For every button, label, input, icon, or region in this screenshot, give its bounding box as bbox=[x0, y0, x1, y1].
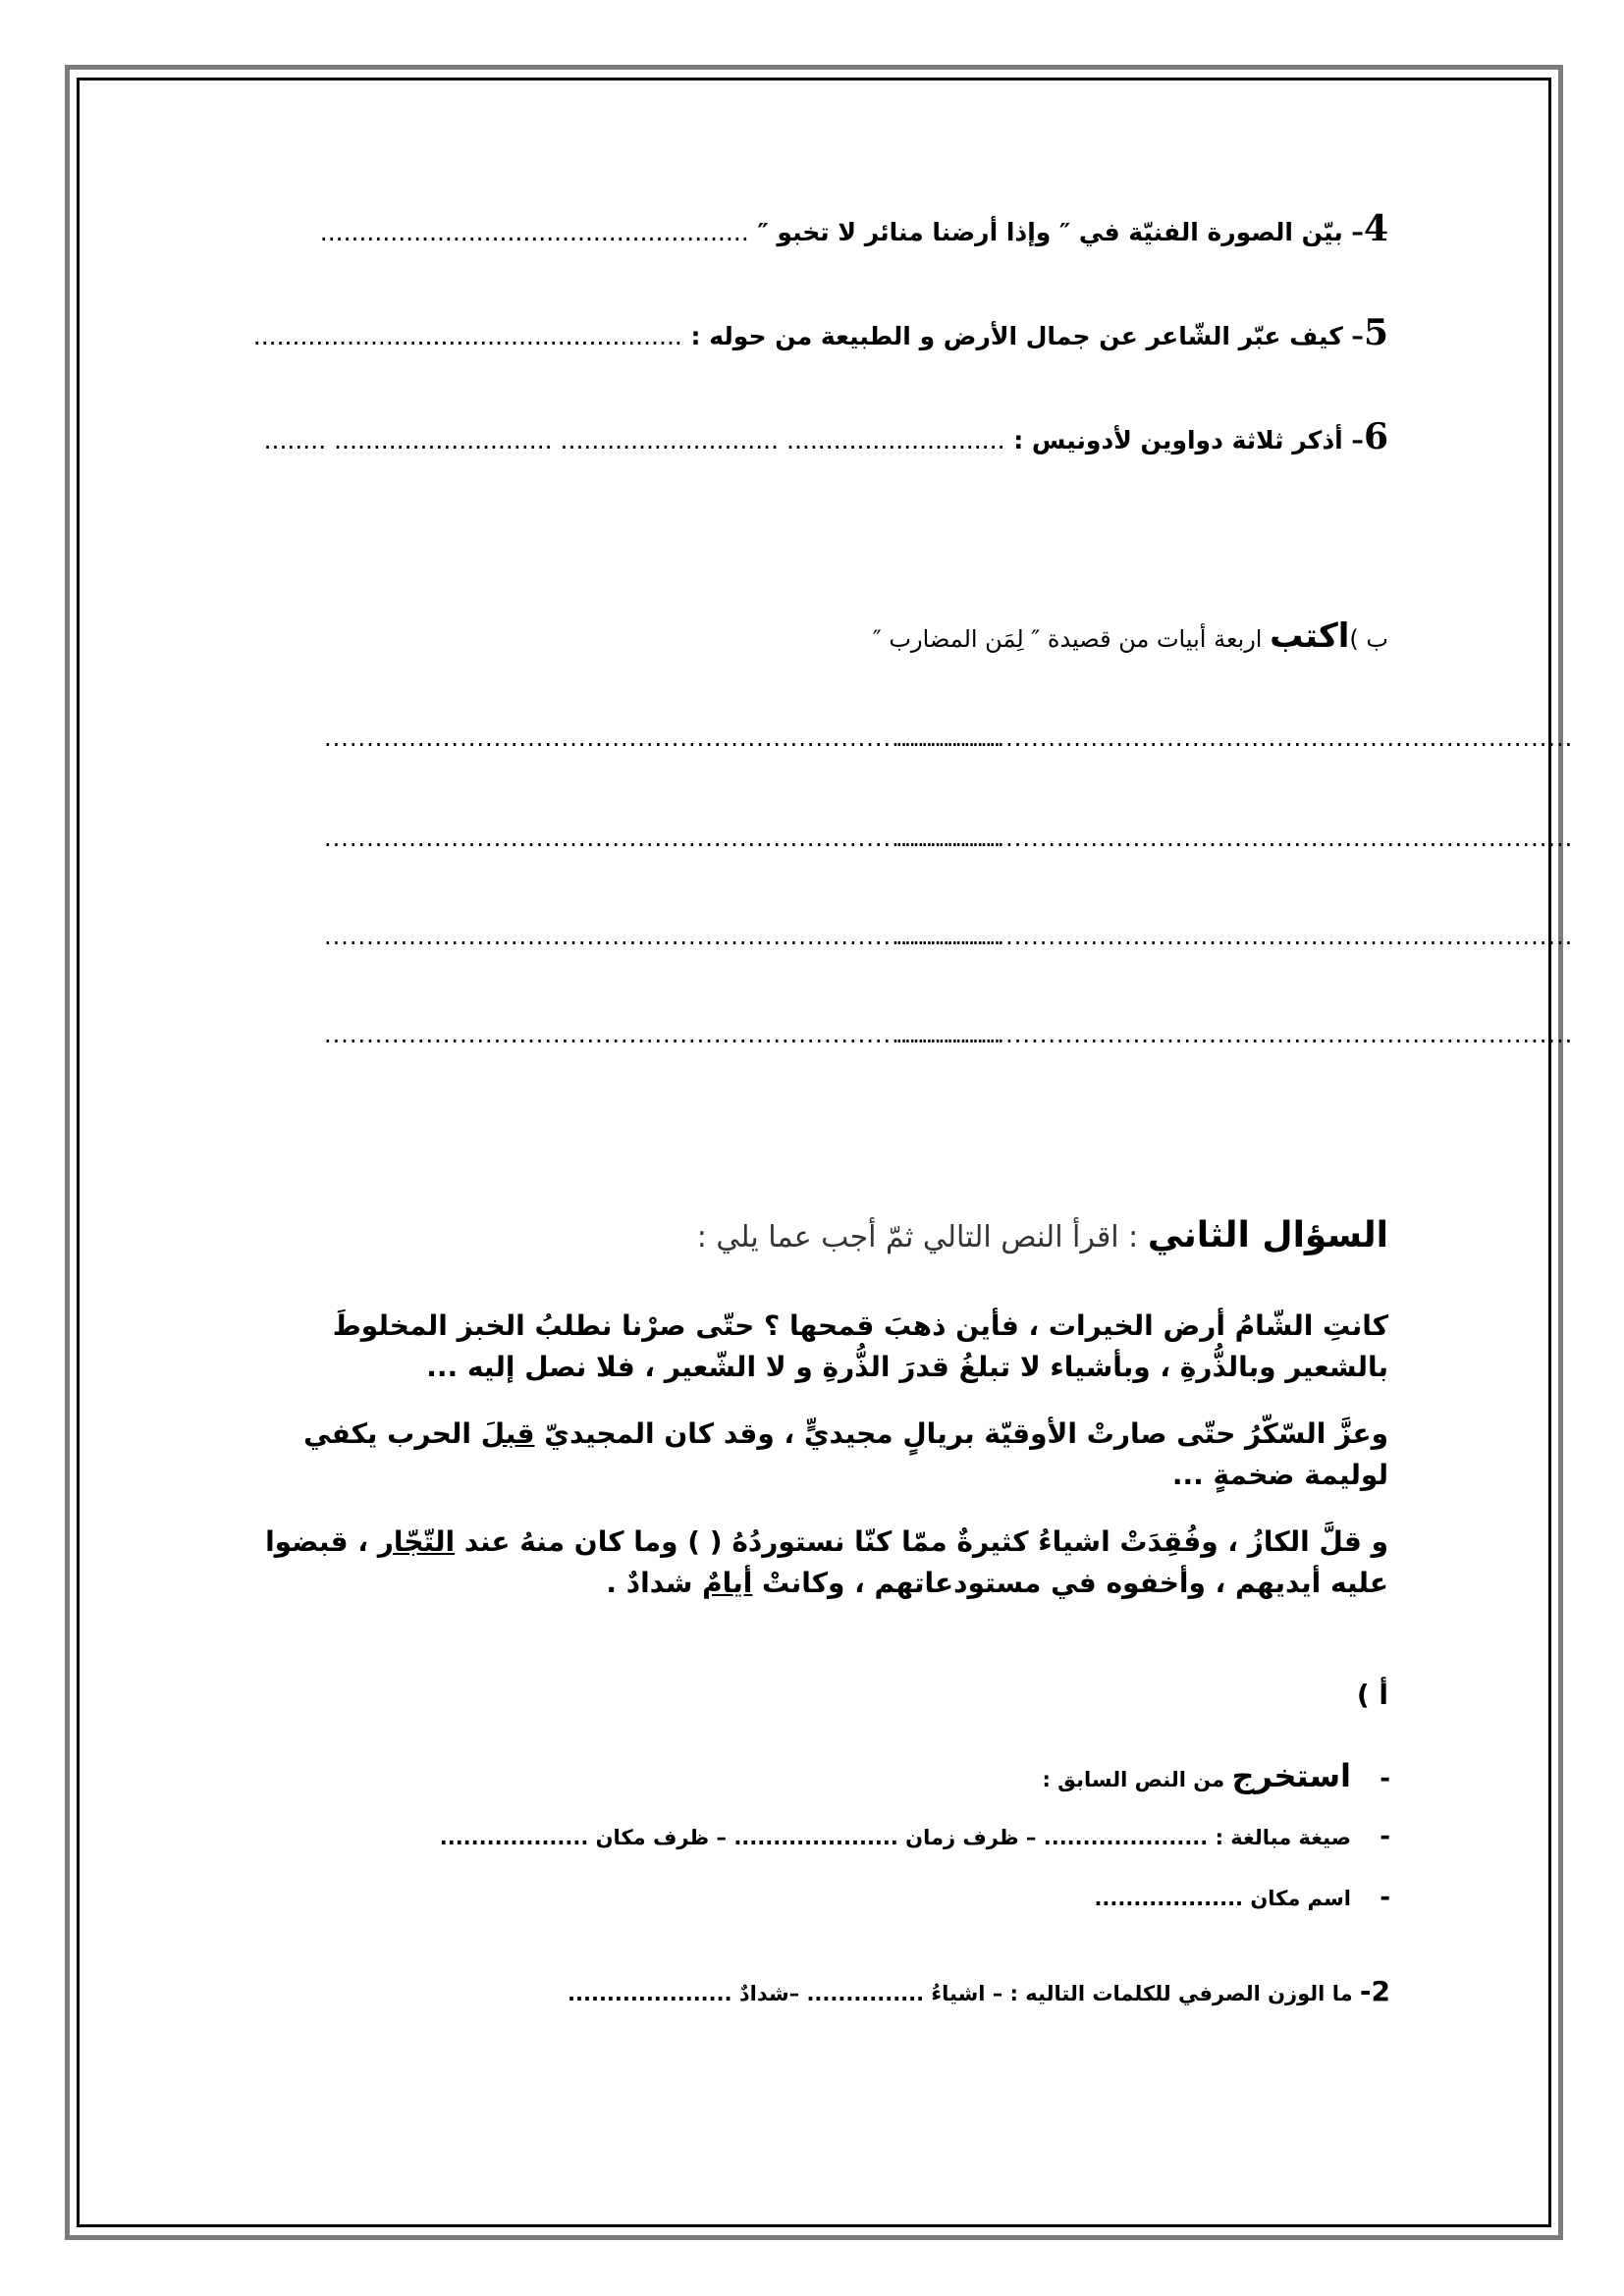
bullet-dash: - bbox=[1380, 1764, 1390, 1793]
underlined-word: أيامٌ bbox=[702, 1567, 753, 1599]
underlined-word: التّجّار bbox=[377, 1525, 456, 1558]
underlined-word: قبلَ bbox=[480, 1417, 535, 1450]
verse-line-left: ................................................................................ bbox=[324, 825, 1002, 852]
passage-text: و قلَّ الكازُ ، وفُقِدَتْ اشياءُ كثيرةٌ ممّا كنّا نستوردُهُ ( ) وما كان منهُ عند bbox=[455, 1525, 1388, 1558]
section-b-text: اربعة أبيات من قصيدة ″ لِمَن المضارب ″ bbox=[872, 625, 1271, 653]
question-2-title bbox=[697, 1215, 1388, 1255]
question-2-label: السؤال الثاني bbox=[1147, 1215, 1388, 1255]
verse-line-right: ................................................................................ bbox=[895, 923, 1574, 950]
question-4 bbox=[320, 208, 1388, 249]
passage-text: شدادٌ . bbox=[606, 1567, 703, 1599]
passage-text: ، قبضوا عليه أيديهم ، وأخفوه في مستودعاتهم ، وكانتْ bbox=[265, 1525, 1388, 1599]
section-b-prefix: ب ) bbox=[1349, 625, 1388, 653]
item-text: اسم مكان ................... bbox=[1094, 1887, 1351, 1910]
answer-dots: ....................................................... bbox=[252, 322, 682, 350]
question-number: 4 bbox=[1363, 208, 1388, 249]
reading-passage bbox=[230, 1306, 1388, 1629]
passage-paragraph-2 bbox=[230, 1414, 1388, 1496]
verse-line-right: ................................................................................ bbox=[895, 724, 1574, 752]
question-text: – أذكر ثلاثة دواوين لأدونيس : bbox=[1004, 426, 1364, 454]
q2-item-2 bbox=[568, 1975, 1390, 2007]
item-text: من النص السابق : bbox=[1042, 1768, 1232, 1791]
part-a-item-3 bbox=[1094, 1883, 1390, 1912]
question-text: – كيف عبّر الشّاعر عن جمال الأرض و الطبيعة من حوله : bbox=[681, 322, 1364, 350]
question-number: 6 bbox=[1363, 416, 1388, 457]
question-number: 5 bbox=[1363, 312, 1388, 353]
section-b-heading bbox=[873, 616, 1388, 656]
extract-verb: استخرج bbox=[1231, 1757, 1351, 1794]
item-text: ما الوزن الصرفي للكلمات التاليه : – اشياءُ ............... –شدادٌ ..................... bbox=[568, 1982, 1360, 2005]
question-text: – بيّن الصورة الفنيّة في ″ وإذا أرضنا منائر لا تخبو ″ bbox=[748, 218, 1364, 246]
bullet-dash: - bbox=[1380, 1822, 1390, 1851]
verse-line-right: ................................................................................ bbox=[895, 825, 1574, 852]
part-a-item-1 bbox=[1042, 1757, 1390, 1794]
passage-paragraph-1: كانتِ الشّامُ أرض الخيرات ، فأين ذهبَ قمحها ؟ حتّى صرْنا نطلبُ الخبز المخلوطَ بالشعير وبالذُّرةِ ، وبأشياء لا تبلغُ قدرَ الذُّرةِ و لا الشّعير ، فلا نصل إليه ... bbox=[332, 1309, 1388, 1383]
bullet-dash: - bbox=[1380, 1883, 1390, 1912]
answer-dots: ....................................................... bbox=[319, 218, 749, 246]
part-a-label: أ ) bbox=[1356, 1679, 1388, 1711]
part-a-item-2 bbox=[440, 1822, 1390, 1851]
section-b-verb: اكتب bbox=[1270, 616, 1350, 656]
verse-line-left: ................................................................................ bbox=[324, 724, 1002, 752]
passage-text: الحرب يكفي لوليمة ضخمةٍ ... bbox=[303, 1417, 1388, 1491]
verse-line-left: ................................................................................ bbox=[324, 923, 1002, 950]
passage-paragraph-3 bbox=[230, 1522, 1388, 1604]
question-6 bbox=[264, 416, 1388, 457]
question-2-instruction: : اقرأ النص التالي ثمّ أجب عما يلي : bbox=[696, 1220, 1148, 1255]
verse-line-right: ................................................................................ bbox=[895, 1021, 1574, 1048]
item-text: صيغة مبالغة : ..................... – ظرف زمان ..................... – ظرف مكان ................... bbox=[439, 1826, 1351, 1849]
verse-line-left: ................................................................................ bbox=[324, 1021, 1002, 1048]
item-number: 2- bbox=[1359, 1975, 1390, 2007]
question-5 bbox=[253, 312, 1388, 353]
passage-text: وعزَّ السّكّرُ حتّى صارتْ الأوقيّة بريالٍ مجيديٍّ ، وقد كان المجيديّ bbox=[534, 1417, 1388, 1450]
answer-dots: ............................ ............................ ............................ ........ bbox=[263, 426, 1005, 454]
